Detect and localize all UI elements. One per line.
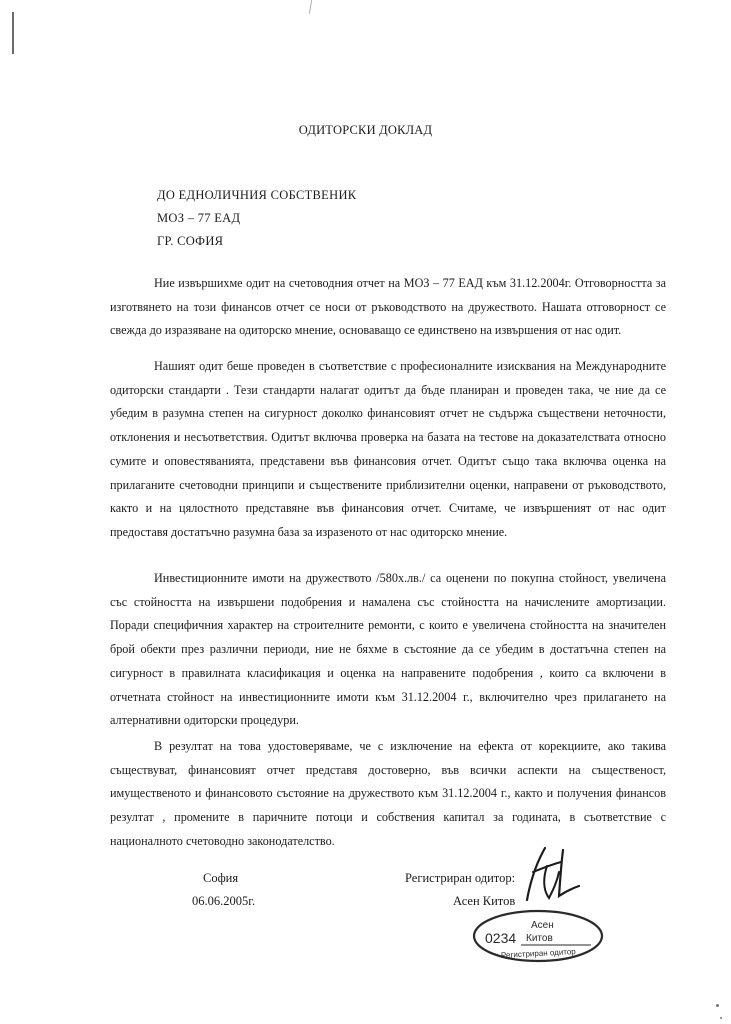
- stamp-number: 0234: [485, 930, 517, 946]
- signature-date: 06.06.2005г.: [192, 894, 256, 908]
- address-recipient: ДО ЕДНОЛИЧНИЯ СОБСТВЕНИК: [157, 188, 357, 202]
- stamp-name-first: Асен: [531, 920, 554, 931]
- scan-speck: [720, 1017, 722, 1019]
- document-title: ОДИТОРСКИ ДОКЛАД: [298, 123, 433, 137]
- scan-edge-mark: [12, 12, 14, 54]
- paragraph-scope: Ние извършихме одит на счетоводния отчет на МОЗ – 77 ЕАД към 31.12.2004г. Отговорността за изготвянето на този финансов отчет се носи от ръководството на дружеството. Нашата отговорност се свежда до изразяване на одиторско мнение, основаващо се единствено на извършения от нас одит.: [110, 276, 666, 338]
- auditor-name: Асен Китов: [453, 894, 516, 908]
- auditor-label: Регистриран одитор:: [405, 871, 516, 885]
- handwritten-signature: [523, 842, 581, 906]
- stamp-caption: Регистриран одитор: [500, 947, 576, 960]
- signature-city: София: [203, 871, 239, 885]
- address-company: МОЗ – 77 ЕАД: [157, 211, 241, 225]
- scan-speck: [716, 1004, 719, 1007]
- paragraph-qualification: Инвестиционните имоти на дружеството /580х.лв./ са оценени по покупна стойност, увеличена със стойността на извършени подобрения и намалена със стойността на начислените амортизации. Поради специфичния характер на строителните ремонти, с които е увеличена стойността на значителен брой обекти през различни периоди, ние не бяхме в състояние да се убедим в достатъчна степен на сигурност в правилната класификация и оценка на направените подобрения , които са включени в отчетната стойност на инвестиционните имоти към 31.12.2004 г., включително чрез прилагането на алтернативни одиторски процедури.: [110, 571, 666, 728]
- stamp-name-last: Китов: [526, 933, 553, 944]
- paragraph-opinion: В резултат на това удостоверяваме, че с изключение на ефекта от корекциите, ако такива съществуват, финансовият отчет представя достоверно, във всички аспекти на същественост, имущественото и финансовото състояние на дружеството към 31.12.2004 г., както и получения финансов резултат , промените в паричните потоци и собствения капитал за годината, в съответствие с националното счетоводно законодателство.: [110, 739, 666, 848]
- address-city: ГР. СОФИЯ: [157, 234, 224, 248]
- paragraph-standards: Нашият одит беше проведен в съответствие с професионалните изисквания на Международните одиторски стандарти . Тези стандарти налагат одитът да бъде планиран и проведен така, че ние да се убедим в разумна степен на сигурност доколко финансовият отчет не съдържа съществени неточности, отклонения и несъответствия. Одитът включва проверка на базата на тестове на доказателствата относно сумите и оповестяванията, представени във финансовия отчет. Одитът също така включва оценка на прилаганите счетоводни принципи и съществените приблизителни оценки, направени от ръководството, както и на цялостното представяне във финансовия отчет. Считаме, че извършеният от нас одит предоставя достатъчно разумна база за изразеното от нас одиторско мнение.: [110, 359, 666, 539]
- auditor-stamp: [471, 908, 605, 964]
- scan-edge-mark: [309, 0, 312, 14]
